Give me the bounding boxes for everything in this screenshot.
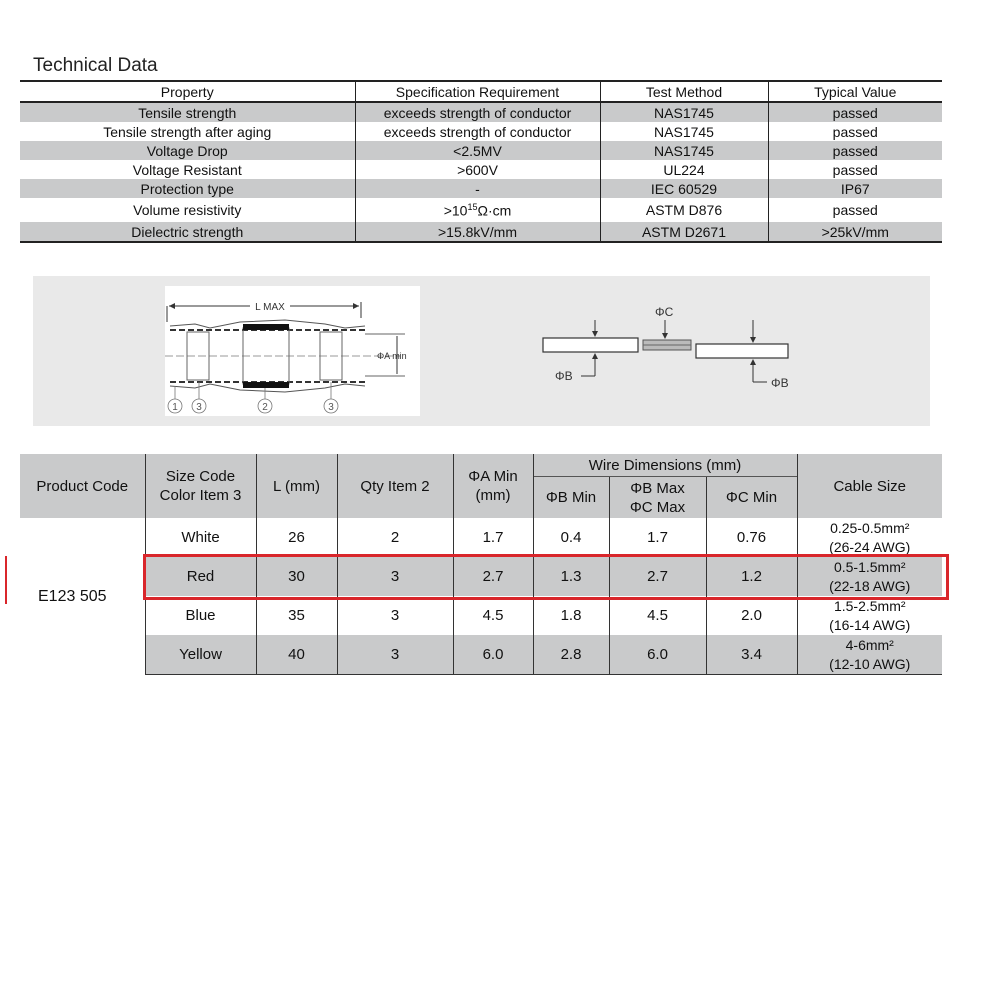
spec-cell: >15.8kV/mm: [355, 222, 600, 242]
callout-1: 1: [172, 402, 178, 413]
header-phi-c-max: ΦC Max: [629, 498, 686, 516]
header-property: Property: [20, 81, 355, 102]
cable-awg: (26-24 AWG): [829, 538, 911, 555]
table-row-selected: [20, 557, 942, 596]
table-row: [20, 179, 942, 198]
l-cell: 40: [256, 635, 337, 675]
table-row: [20, 122, 942, 141]
header-phi-b-min: ΦB Min: [533, 477, 609, 519]
connector-svg: [165, 286, 420, 416]
technical-data-table: [20, 80, 942, 243]
table-row: [20, 518, 942, 557]
technical-header-row: [20, 81, 942, 102]
cable-size-cell: [797, 518, 942, 557]
method-cell: NAS1745: [600, 102, 768, 122]
bc-max-cell: 2.7: [609, 557, 706, 596]
table-row: [20, 596, 942, 635]
property-cell: Protection type: [20, 179, 355, 198]
c-min-cell: 0.76: [706, 518, 797, 557]
b-min-cell: 0.4: [533, 518, 609, 557]
header-test-method: Test Method: [600, 81, 768, 102]
header-phi-a-min: [453, 454, 533, 518]
spec-prefix: >10: [443, 202, 468, 219]
phi-b-left-label: ΦB: [555, 369, 573, 383]
cable-awg: (16-14 AWG): [829, 616, 911, 633]
property-cell: Tensile strength: [20, 102, 355, 122]
selection-marker: [5, 556, 7, 604]
header-cable-size: Cable Size: [797, 454, 942, 518]
cable-range: 0.25-0.5mm²: [830, 519, 910, 536]
method-cell: ASTM D2671: [600, 222, 768, 242]
callout-3b: 3: [328, 402, 334, 413]
header-typical-value: Typical Value: [768, 81, 942, 102]
wire-dimension-drawing: [533, 296, 813, 406]
connector-drawing: [165, 286, 420, 416]
phi-c-label: ΦC: [655, 305, 674, 319]
spec-cell: -: [355, 179, 600, 198]
color-cell: Yellow: [145, 635, 256, 675]
method-cell: NAS1745: [600, 122, 768, 141]
header-specification: Specification Requirement: [355, 81, 600, 102]
value-cell: passed: [768, 160, 942, 179]
spec-cell: exceeds strength of conductor: [355, 122, 600, 141]
property-cell: Tensile strength after aging: [103, 123, 272, 140]
color-cell: Blue: [145, 596, 256, 635]
value-cell: passed: [768, 198, 942, 222]
method-cell: IEC 60529: [600, 179, 768, 198]
header-qty: Qty Item 2: [337, 454, 453, 518]
cable-range: 1.5-2.5mm²: [833, 597, 906, 614]
qty-cell: 3: [337, 596, 453, 635]
header-phi-a-line2: (mm): [475, 487, 511, 504]
header-phi-bc-max: [609, 477, 706, 519]
bc-max-cell: 4.5: [609, 596, 706, 635]
diagram-panel: [33, 276, 930, 426]
qty-cell: 2: [337, 518, 453, 557]
header-phi-c-min: ΦC Min: [706, 477, 797, 519]
header-wire-dimensions: Wire Dimensions (mm): [533, 454, 797, 477]
method-cell: UL224: [600, 160, 768, 179]
method-cell: ASTM D876: [600, 198, 768, 222]
spec-cell: exceeds strength of conductor: [355, 102, 600, 122]
value-cell: passed: [768, 141, 942, 160]
header-size-code-line2: Color Item 3: [159, 487, 242, 504]
property-cell: Volume resistivity: [133, 202, 242, 218]
value-cell: passed: [768, 122, 942, 141]
property-cell: Voltage Resistant: [132, 161, 242, 178]
c-min-cell: 2.0: [706, 596, 797, 635]
method-cell: NAS1745: [600, 141, 768, 160]
spec-suffix: Ω·cm: [477, 202, 512, 219]
spec-cell: >600V: [355, 160, 600, 179]
lmax-label: L MAX: [255, 302, 285, 313]
cable-awg: (22-18 AWG): [829, 577, 911, 594]
table-row: [20, 160, 942, 179]
header-phi-a-line1: ΦA Min: [468, 468, 518, 485]
cable-awg: (12-10 AWG): [829, 655, 911, 672]
header-l: L (mm): [256, 454, 337, 518]
phi-b-right-label: ΦB: [771, 376, 789, 390]
header-product-code: Product Code: [20, 454, 145, 518]
spec-cell: [355, 198, 600, 222]
header-phi-b-max: ΦB Max: [630, 479, 685, 497]
b-min-cell: 2.8: [533, 635, 609, 675]
a-min-cell: 1.7: [453, 518, 533, 557]
a-min-cell: 2.7: [453, 557, 533, 596]
property-cell: Dielectric strength: [20, 222, 355, 242]
cable-size-cell: [797, 635, 942, 675]
qty-cell: 3: [337, 557, 453, 596]
table-row: [20, 141, 942, 160]
l-cell: 26: [256, 518, 337, 557]
header-size-code: [145, 454, 256, 518]
bc-max-cell: 1.7: [609, 518, 706, 557]
table-row: [20, 635, 942, 675]
spec-cell: <2.5MV: [355, 141, 600, 160]
c-min-cell: 3.4: [706, 635, 797, 675]
phi-a-label: ΦA min: [377, 351, 407, 361]
table-row: [20, 102, 942, 122]
cable-size-cell: [797, 557, 942, 596]
color-cell: White: [145, 518, 256, 557]
product-code-cell: E123 505: [20, 518, 145, 675]
callout-2: 2: [262, 402, 268, 413]
value-cell: passed: [768, 102, 942, 122]
color-cell: Red: [145, 557, 256, 596]
product-header-row-1: [20, 454, 942, 477]
b-min-cell: 1.8: [533, 596, 609, 635]
value-cell: IP67: [768, 179, 942, 198]
header-size-code-line1: Size Code: [165, 468, 236, 485]
technical-data-title: Technical Data: [33, 55, 158, 76]
cable-range: 0.5-1.5mm²: [833, 558, 906, 575]
a-min-cell: 6.0: [453, 635, 533, 675]
c-min-cell: 1.2: [706, 557, 797, 596]
b-min-cell: 1.3: [533, 557, 609, 596]
property-cell: Voltage Drop: [20, 141, 355, 160]
value-cell: >25kV/mm: [768, 222, 942, 242]
callout-3: 3: [196, 402, 202, 413]
l-cell: 35: [256, 596, 337, 635]
qty-cell: 3: [337, 635, 453, 675]
table-row: [20, 222, 942, 242]
cable-range: 4-6mm²: [845, 636, 894, 653]
cable-size-cell: [797, 596, 942, 635]
a-min-cell: 4.5: [453, 596, 533, 635]
l-cell: 30: [256, 557, 337, 596]
table-row: [20, 198, 942, 222]
product-table: [20, 454, 942, 675]
spec-exponent: 15: [467, 201, 478, 212]
bc-max-cell: 6.0: [609, 635, 706, 675]
